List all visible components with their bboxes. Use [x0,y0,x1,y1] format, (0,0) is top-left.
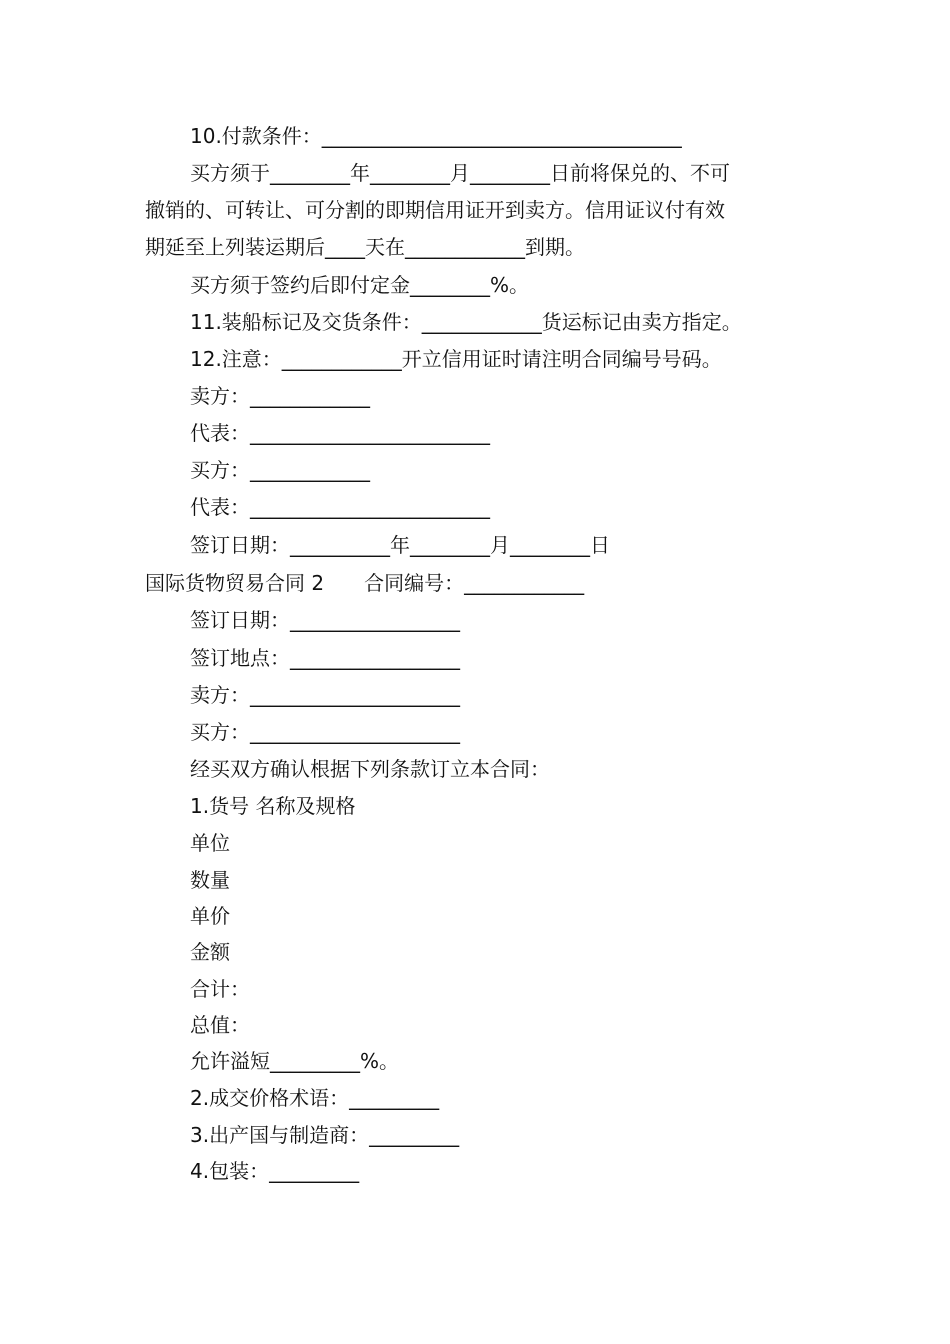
item-1-heading: 1.货号 名称及规格 [190,794,356,818]
buyer-line: 买方：____________ [190,458,370,482]
quantity-label: 数量 [190,868,230,892]
origin-manufacturer-line: 3.出产国与制造商：_________ [190,1123,460,1147]
unit-label: 单位 [190,831,230,855]
contract-2-seller: 卖方：_____________________ [190,683,460,707]
buyer-representative-line: 代表：________________________ [190,495,490,519]
seller-line: 卖方：____________ [190,384,370,408]
contract-2-buyer: 买方：_____________________ [190,720,460,744]
payment-terms-heading: 10.付款条件：____________________________________ [190,124,682,148]
contract-2-signing-place: 签订地点：_________________ [190,646,460,670]
contract-2-title-line: 国际货物贸易合同 2 合同编号：____________ [145,571,585,595]
seller-representative-line: 代表：________________________ [190,421,490,445]
lc-paragraph-line-1: 买方须于________年________月________日前将保兑的、不可 [190,161,730,185]
total-value-label: 总值： [190,1013,250,1037]
price-terms-line: 2.成交价格术语：_________ [190,1086,440,1110]
note-line: 12.注意：____________开立信用证时请注明合同编号号码。 [190,347,722,371]
agreement-intro: 经买双方确认根据下列条款订立本合同： [190,757,550,781]
deposit-line: 买方须于签约后即付定金________%。 [190,273,530,297]
unit-price-label: 单价 [190,904,230,928]
contract-2-signing-date: 签订日期：_________________ [190,608,460,632]
total-label: 合计： [190,977,250,1001]
signing-date-line: 签订日期：__________年________月________日 [190,533,610,557]
lc-paragraph-line-2: 撤销的、可转让、可分割的即期信用证开到卖方。信用证议付有效 [145,198,725,222]
tolerance-line: 允许溢短_________%。 [190,1049,400,1073]
shipping-marks-line: 11.装船标记及交货条件：____________货运标记由卖方指定。 [190,310,742,334]
lc-paragraph-line-3: 期延至上列装运期后____天在____________到期。 [145,235,585,259]
amount-label: 金额 [190,940,230,964]
packing-line: 4.包装：_________ [190,1159,360,1183]
